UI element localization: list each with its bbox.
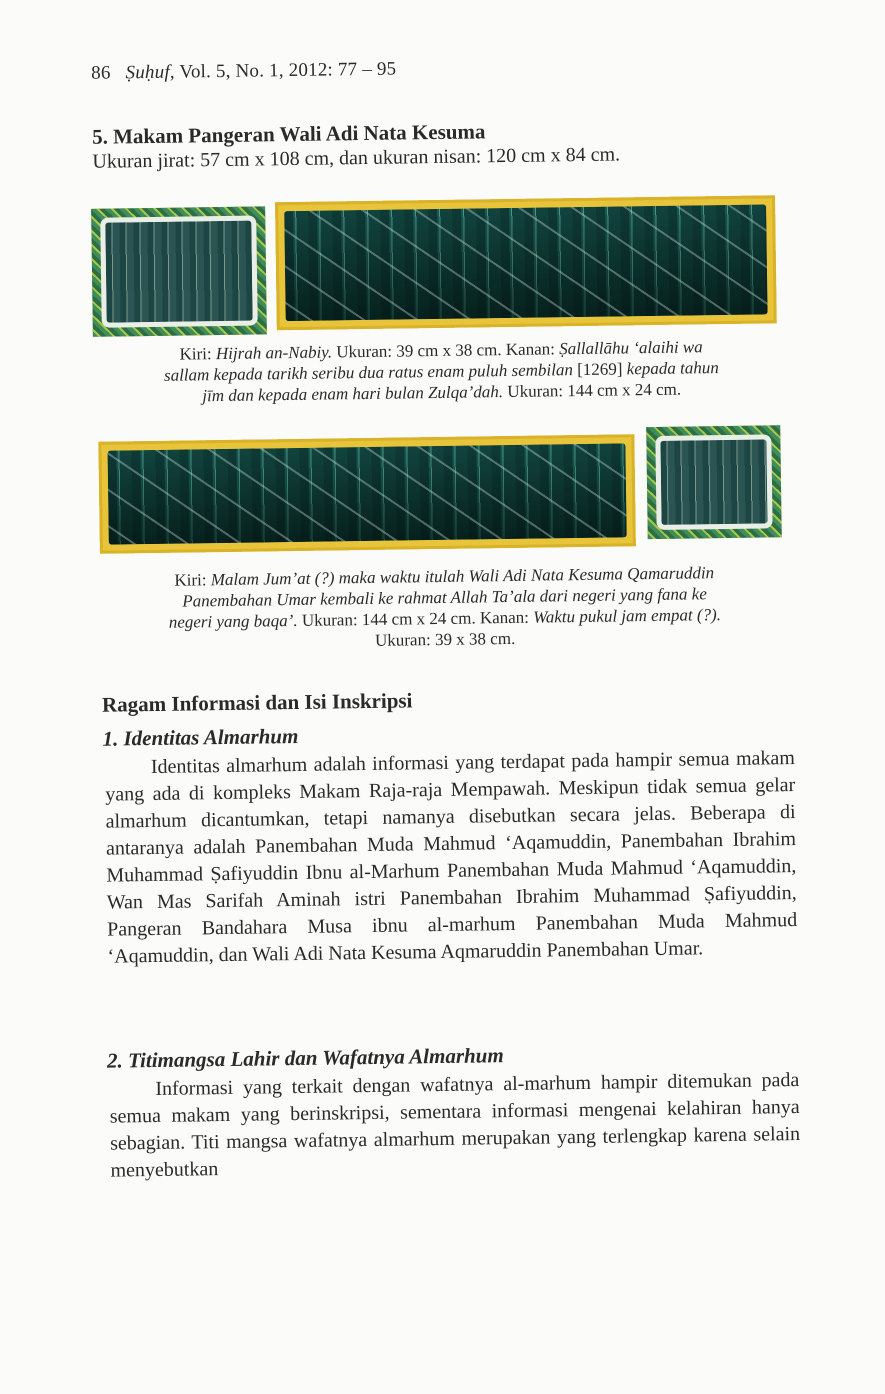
page-number: 86 [91,62,111,84]
running-head [91,59,396,85]
inscription-photo-wide-right [275,195,777,330]
section-subtitle: Ukuran jirat: 57 cm x 108 cm, dan ukuran nisan: 120 cm x 84 cm. [92,143,621,173]
inscription-photo-square-left [91,206,267,336]
paragraph-2: Informasi yang terkait dengan wafatnya al-marhum hampir ditemukan pada semua makam yang berinskripsi, sementara informasi mengenai kelahiran hanya sebagian. Titi mangsa wafatnya almarhum merupakan yang terlengkap karena selain menyebutkan [109,1069,801,1182]
citation: Vol. 5, No. 1, 2012: 77 – 95 [179,58,397,83]
section-title: 5. Makam Pangeran Wali Adi Nata Kesuma [91,119,486,149]
subsection-heading-1: 1. Identitas Almarhum [102,723,299,751]
inscription-photo-square-right [646,425,782,539]
journal-name: Ṣuḥuf, [125,61,175,84]
section-heading: Ragam Informasi dan Isi Inskripsi [101,688,413,717]
inscription-photo-wide-left [98,434,636,553]
figure-caption-2: Kiri: Malam Jum’at (?) maka waktu itulah Wali Adi Nata Kesuma Qamaruddin Panembahan Umar kembali ke rahmat Allah Ta’ala dari negeri yang fana ke negeri yang baqa’. Ukuran: 144 cm x 24 cm. Kanan: Waktu pukul jam empat (?). Ukuran: 39 x 38 cm. [168,563,722,650]
subsection-heading-2: 2. Titimangsa Lahir dan Wafatnya Almarhum [106,1043,504,1073]
paragraph-1: Identitas almarhum adalah informasi yang terdapat pada hampir semua makam yang ada di kompleks Makam Raja-raja Mempawah. Meskipun tidak semua gelar almarhum dicantumkan, tetapi namanya disebutkan secara jelas. Beberapa di antaranya adalah Panembahan Muda Mahmud ‘Aqamuddin, Panembahan Ibrahim Muhammad Ṣafiyuddin Ibnu al-Marhum Panembahan Muda Mahmud ‘Aqamuddin, Wan Mas Sarifah Aminah istri Panembahan Ibrahim Muhammad Ṣafiyuddin, Pangeran Bandahara Musa ibnu al-marhum Panembahan Muda Mahmud ‘Aqamuddin, dan Wali Adi Nata Kesuma Aqmaruddin Panembahan Umar. [105,747,798,968]
figure-caption-1: Kiri: Hijrah an-Nabiy. Ukuran: 39 cm x 38 cm. Kanan: Ṣallallāhu ‘alaihi wa sallam kepada tarikh seribu dua ratus enam puluh sembilan [1269] kepada tahun jīm dan kepada enam hari bulan Zulqa’dah. Ukuran: 144 cm x 24 cm. [163,337,719,406]
